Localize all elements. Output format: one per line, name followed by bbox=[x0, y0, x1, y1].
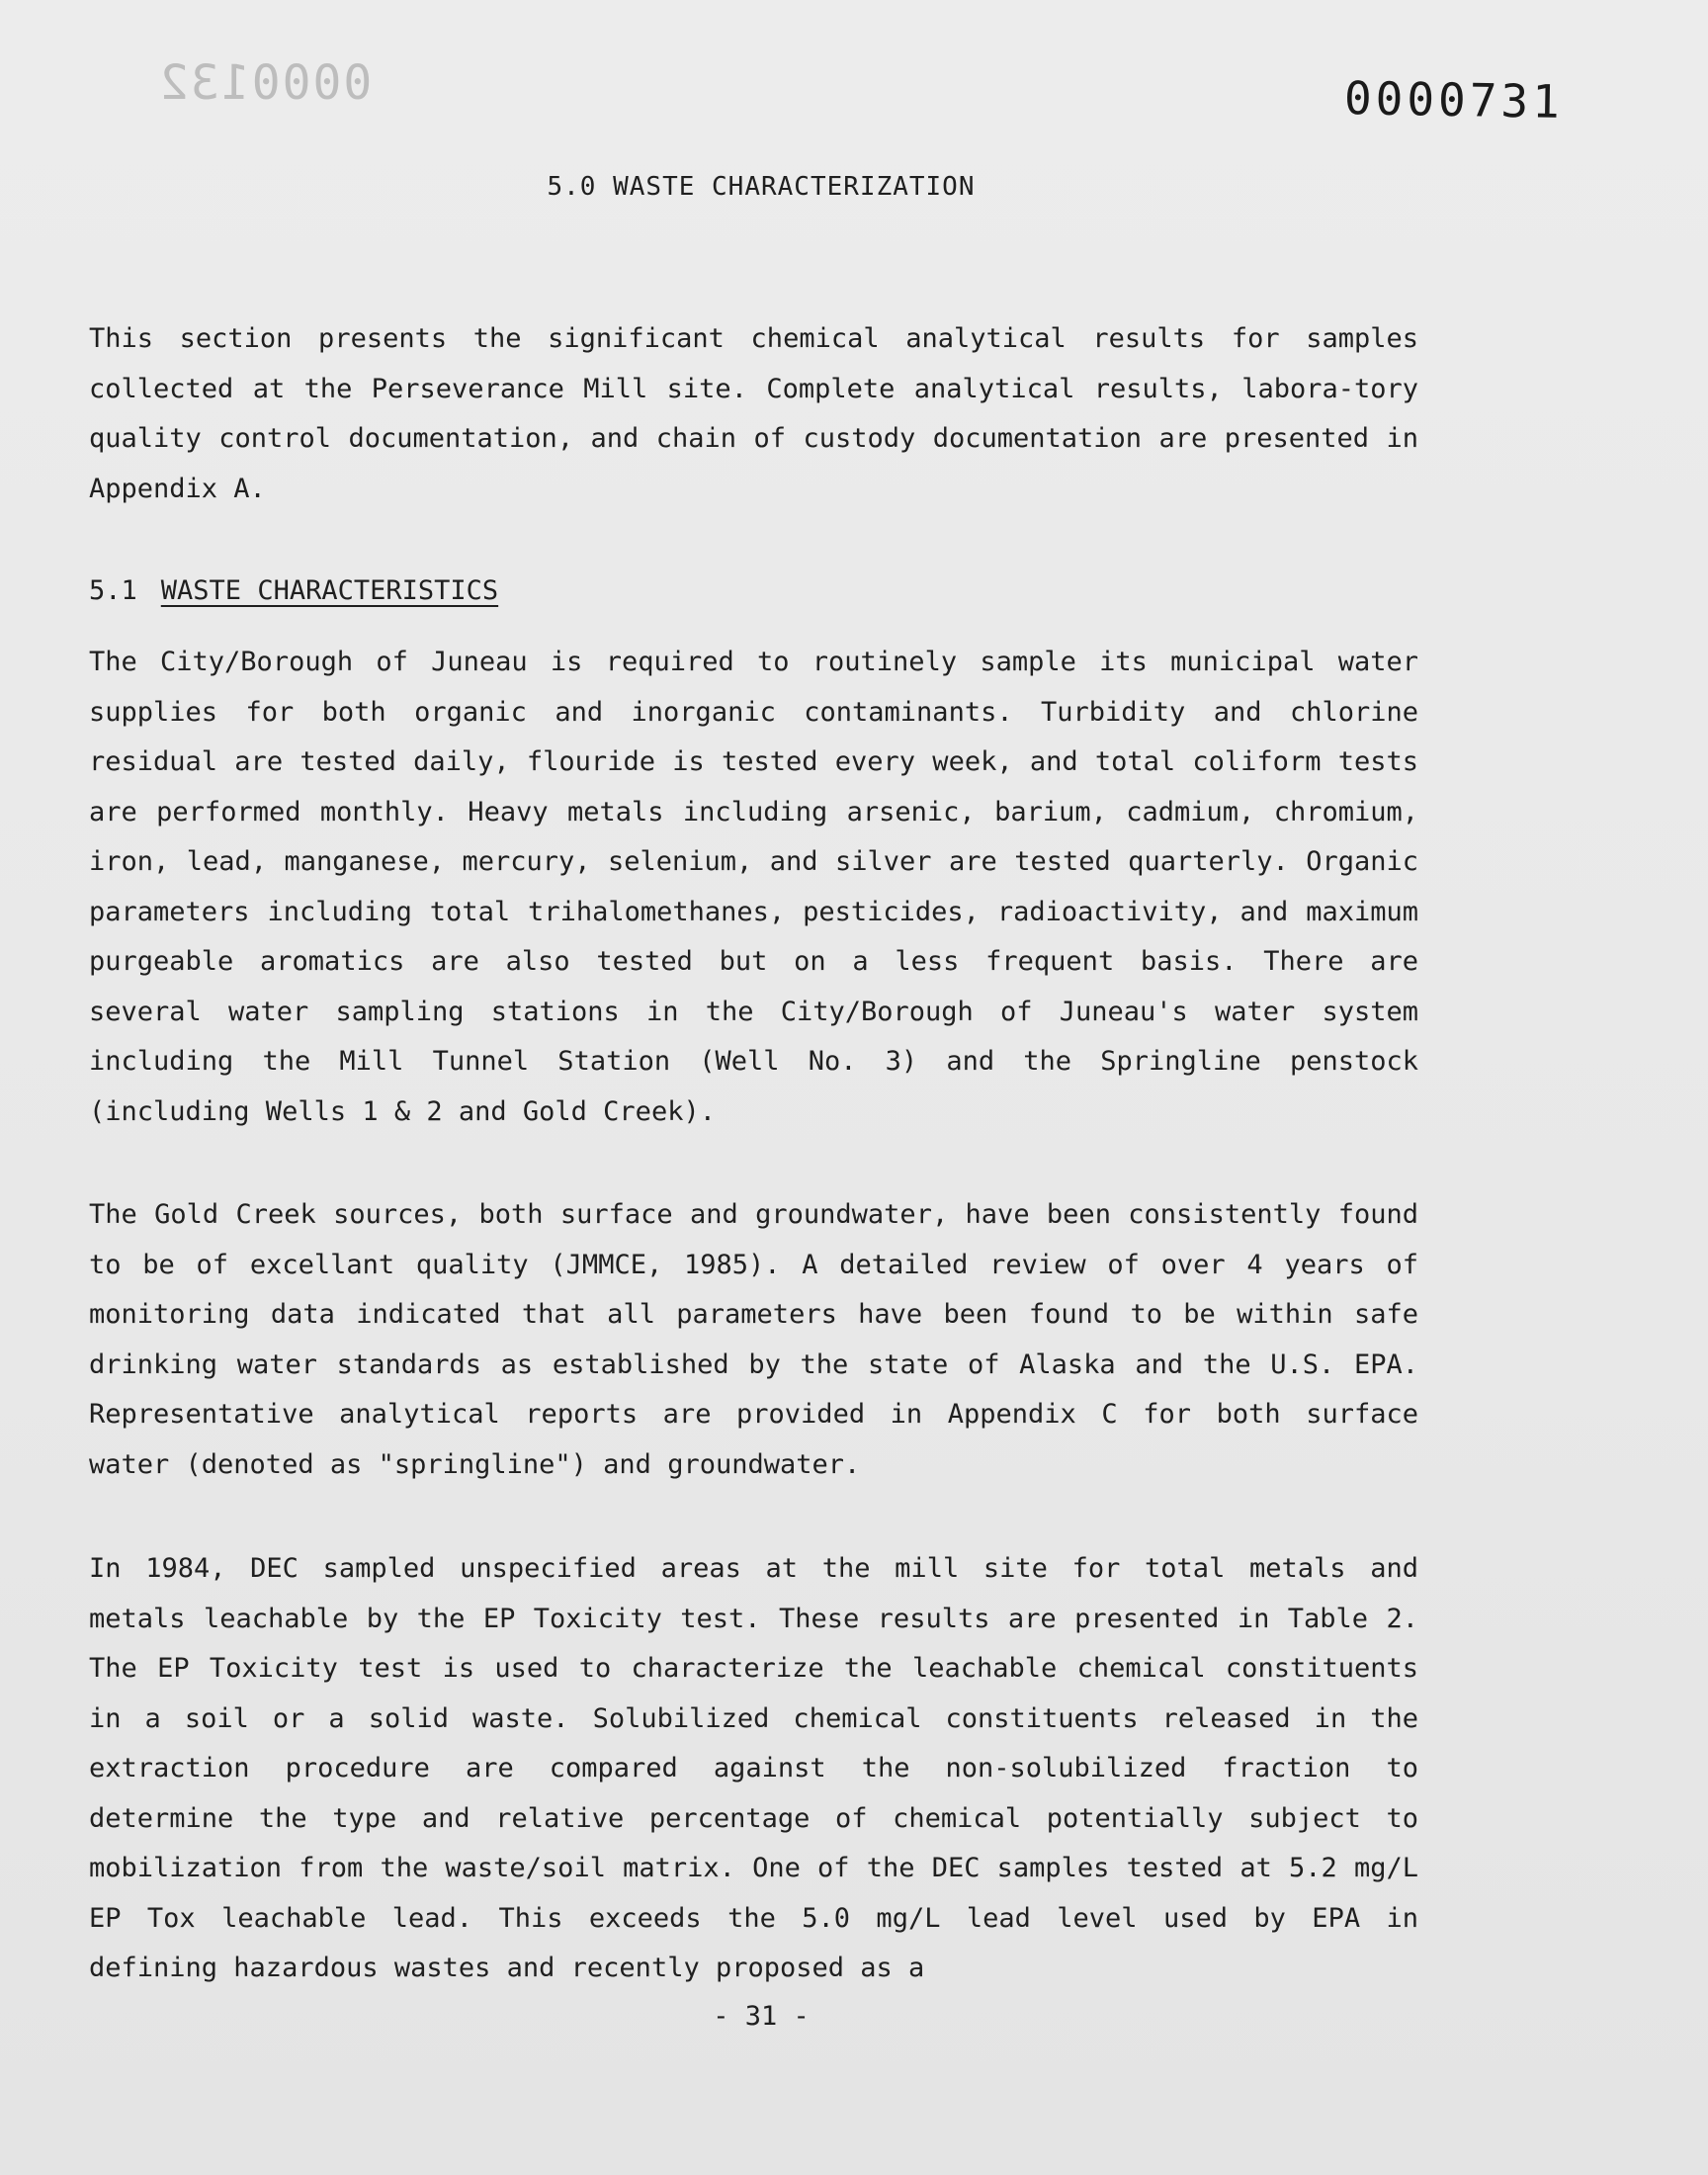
page-heading: 5.0 WASTE CHARACTERIZATION bbox=[547, 172, 976, 202]
section-heading bbox=[89, 571, 498, 611]
bates-stamp: 0000731 bbox=[1343, 71, 1565, 129]
paragraph-water-sampling: The City/Borough of Juneau is required to routinely sample its municipal water supplies for both organic and inorganic contaminants. Turbidity and chlorine residual are tested daily, flouride is tested every week, and total coliform tests are performed monthly. Heavy metals including arsenic, barium, cadmium, chromium, iron, lead, manganese, mercury, selenium, and silver are tested quarterly. Organic parameters including total trihalomethanes, pesticides, radioactivity, and maximum purgeable aromatics are also tested but on a less frequent basis. There are several water sampling stations in the City/Borough of Juneau's water system including the Mill Tunnel Station (Well No. 3) and the Springline penstock (including Wells 1 & 2 and Gold Creek). bbox=[89, 647, 1418, 1127]
paragraph-dec-sampling: In 1984, DEC sampled unspecified areas at the mill site for total metals and metals leachable by the EP Toxicity test. These results are presented in Table 2. The EP Toxicity test is used to characterize the leachable chemical constituents in a soil or a solid waste. Solubilized chemical constituents released in the extraction procedure are compared against the non-solubilized fraction to determine the type and relative percentage of chemical potentially subject to mobilization from the waste/soil matrix. One of the DEC samples tested at 5.2 mg/L EP Tox leachable lead. This exceeds the 5.0 mg/L lead level used by EPA in defining hazardous wastes and recently proposed as a bbox=[89, 1553, 1418, 1983]
section-number: 5.1 bbox=[89, 575, 137, 606]
intro-paragraph: This section presents the significant chemical analytical results for samples collected at the Perseverance Mill site. Complete analytical results, labora-tory quality control documentation, and chain of custody documentation are presented in Appendix A. bbox=[89, 323, 1418, 504]
section-title: WASTE CHARACTERISTICS bbox=[160, 575, 499, 606]
page-number: - 31 - bbox=[713, 2001, 810, 2032]
bleed-through-stamp: 0000132 bbox=[158, 55, 373, 111]
paragraph-gold-creek: The Gold Creek sources, both surface and groundwater, have been consistently found to be of excellant quality (JMMCE, 1985). A detailed review of over 4 years of monitoring data indicated that all parameters have been found to be within safe drinking water standards as established by the state of Alaska and the U.S. EPA. Representative analytical reports are provided in Appendix C for both surface water (denoted as "springline") and groundwater. bbox=[89, 1199, 1418, 1480]
